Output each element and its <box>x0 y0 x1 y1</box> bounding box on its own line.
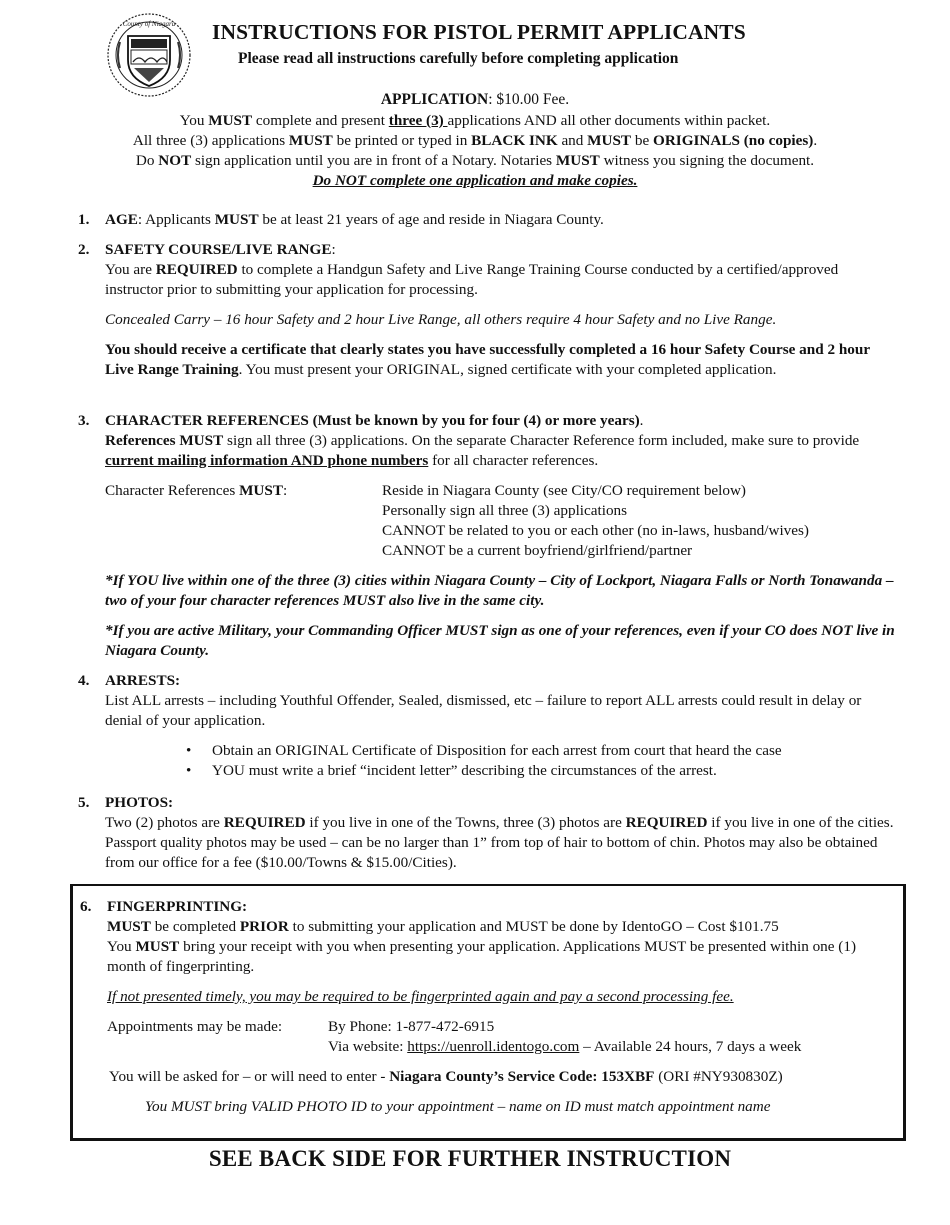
section-fingerprinting: 6. FINGERPRINTING: MUST be completed PRIOR to submitting your application and MUST be done by IdentoGO – Cost $101.75 You MUST bring your receipt with you when presenting your application. Applications MUST be presented within one (1) month of fingerprinting. If not presented timely, you may be required to be fingerprinted again and pay a second processing fee. Appointments may be made: By Phone: 1-877-472-6915 Via website: https://uenroll.identogo.com – Available 24 hours, 7 days a week You will be asked for – or will need to enter - Niagara County’s Service Code: 153XBF (ORI #NY930830Z) You MUST bring VALID PHOTO ID to your appointment – name on ID must match appointment name <box>80 898 857 1115</box>
county-seal-logo <box>106 12 192 98</box>
appointment-phone: By Phone: 1-877-472-6915 <box>328 1018 495 1035</box>
intro-line-3: Do NOT sign application until you are in front of a Notary. Notaries MUST witness you signing the document. <box>135 152 815 169</box>
svg-text:County of Niagara: County of Niagara <box>122 20 176 28</box>
intro-line-1: You MUST complete and present three (3) applications AND all other documents within packet. <box>179 112 771 129</box>
arrest-requirements <box>186 741 898 781</box>
reference-requirement: CANNOT be a current boyfriend/girlfriend/partner <box>382 542 693 559</box>
reference-requirement: Reside in Niagara County (see City/CO requirement below) <box>382 482 746 499</box>
reference-requirements: Character References MUST: Reside in Niagara County (see City/CO requirement below) Personally sign all three (3) applications CANNOT be related to you or each other (no in-laws, husband/wives) CANNOT be a current boyfriend/girlfriend/partner <box>105 482 809 559</box>
list-item: • Obtain an ORIGINAL Certificate of Disposition for each arrest from court that heard the case <box>186 741 898 761</box>
application-fee: APPLICATION: $10.00 Fee. <box>380 91 570 108</box>
identogo-link[interactable]: https://uenroll.identogo.com <box>407 1038 580 1055</box>
section-age: 1. AGE: Applicants MUST be at least 21 years of age and reside in Niagara County. <box>78 211 604 228</box>
reference-requirement: CANNOT be related to you or each other (no in-laws, husband/wives) <box>382 522 809 539</box>
document-subtitle: Please read all instructions carefully before completing application <box>238 50 679 67</box>
list-item: • YOU must write a brief “incident letter” describing the circumstances of the arrest. <box>186 761 898 781</box>
intro-warning: Do NOT complete one application and make copies. <box>312 172 638 189</box>
footer-instruction: SEE BACK SIDE FOR FURTHER INSTRUCTION <box>208 1146 732 1171</box>
section-character-references: 3. CHARACTER REFERENCES (Must be known by you for four (4) or more years). References MUST sign all three (3) applications. On the separate Character Reference form included, make sure to provide current mailing information AND phone numbers for all character references. Character References MUST: Reside in Niagara County (see City/CO requirement below) Personally sign all three (3) applications CANNOT be related to you or each other (no in-laws, husband/wives) CANNOT be a current boyfriend/girlfriend/partner *If YOU live within one of the three (3) cities within Niagara County – City of Lockport, Niagara Falls or North Tonawanda – two of your four character references MUST also live in the same city. *If you are active Military, your Commanding Officer MUST sign as one of your references, even if your CO does NOT live in Niagara County. <box>78 411 898 661</box>
section-safety-course: 2. SAFETY COURSE/LIVE RANGE: You are REQUIRED to complete a Handgun Safety and Live Range Training Course conducted by a certified/approved instructor prior to submitting your application for processing. Concealed Carry – 16 hour Safety and 2 hour Live Range, all others require 4 hour Safety and no Live Range. You should receive a certificate that clearly states you have successfully completed a 16 hour Safety Course and 2 hour Live Range Training. You must present your ORIGINAL, signed certificate with your completed application. <box>78 241 870 378</box>
reference-requirement: Personally sign all three (3) applications <box>382 502 628 519</box>
document-title: INSTRUCTIONS FOR PISTOL PERMIT APPLICANTS <box>212 20 746 44</box>
section-arrests: 4. ARRESTS: List ALL arrests – including Youthful Offender, Sealed, dismissed, etc – failure to report ALL arrests could result in delay or denial of your application. • Obtain an ORIGINAL Certificate of Disposition for each arrest from court that heard the case • YOU must write a brief “incident letter” describing the circumstances of the arrest. <box>78 671 898 781</box>
intro-line-2: All three (3) applications MUST be printed or typed in BLACK INK and MUST be ORIGINALS (no copies). <box>132 132 818 149</box>
fingerprint-warning: If not presented timely, you may be required to be fingerprinted again and pay a second processing fee. <box>107 988 734 1005</box>
section-photos: 5. PHOTOS: Two (2) photos are REQUIRED if you live in one of the Towns, three (3) photos are REQUIRED if you live in one of the cities. Passport quality photos may be used – can be no larger than 1” from top of hair to bottom of chin. Photos may also be obtained from our office for a fee ($10.00/Towns & $15.00/Cities). <box>78 794 894 871</box>
